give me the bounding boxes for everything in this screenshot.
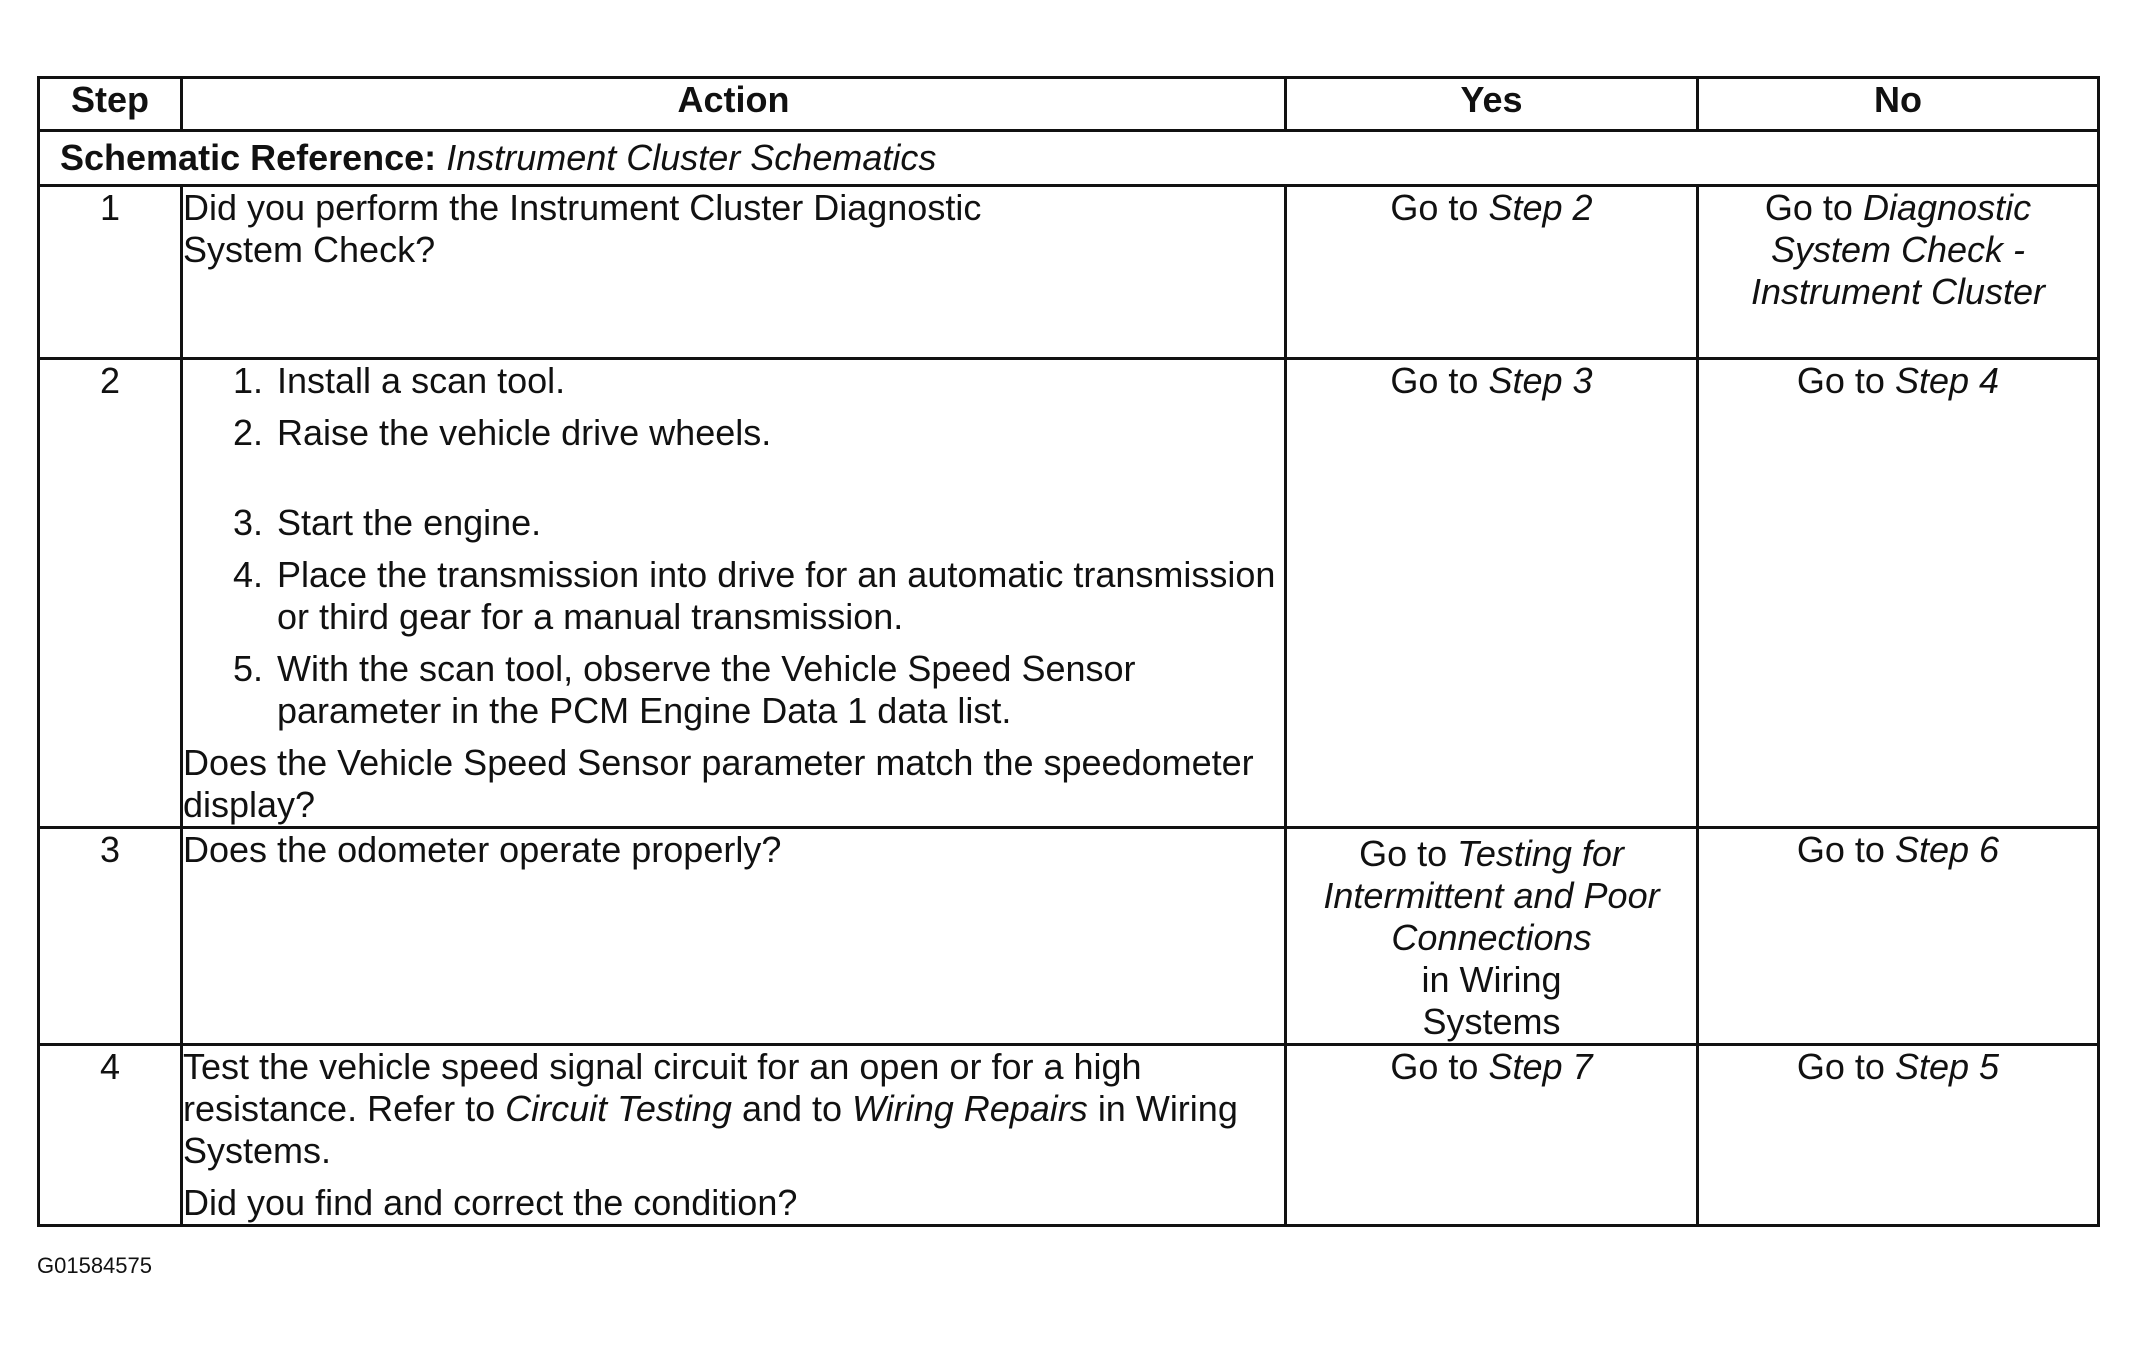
no-prefix: Go to xyxy=(1796,360,1885,401)
no-cell xyxy=(1698,828,2099,1045)
schematic-reference-label: Schematic Reference: xyxy=(60,137,437,178)
action-cell xyxy=(182,359,1286,828)
step-number: 1 xyxy=(39,186,182,359)
yes-answer xyxy=(1323,833,1659,1043)
action-text-line: System Check? xyxy=(183,229,436,270)
yes-target-link[interactable]: Testing for xyxy=(1457,833,1624,874)
list-item: 2. Raise the vehicle drive wheels. xyxy=(232,412,772,453)
yes-prefix: Go to xyxy=(1359,833,1448,874)
yes-target-link[interactable]: Connections xyxy=(1391,917,1592,958)
yes-prefix: Go to xyxy=(1390,360,1479,401)
no-target-link[interactable]: Diagnostic xyxy=(1862,187,2032,228)
yes-cell xyxy=(1286,186,1698,359)
yes-cell xyxy=(1286,1045,1698,1226)
no-prefix: Go to xyxy=(1796,1046,1885,1087)
table-row-step-4 xyxy=(39,1045,2099,1226)
yes-suffix: Systems xyxy=(1422,1001,1561,1042)
table-row-step-1 xyxy=(39,186,2099,359)
diagnostic-page xyxy=(37,76,2097,1227)
yes-target-link[interactable]: Step 7 xyxy=(1488,1046,1593,1087)
no-answer xyxy=(1751,187,2045,313)
no-target-link[interactable]: Step 6 xyxy=(1894,829,2000,870)
no-cell xyxy=(1698,359,2099,828)
no-cell xyxy=(1698,1045,2099,1226)
yes-target-link[interactable]: Step 3 xyxy=(1488,360,1593,401)
header-step: Step xyxy=(39,78,182,131)
header-no: No xyxy=(1698,78,2099,131)
action-text-line: Did you perform the Instrument Cluster Diagnostic xyxy=(183,187,982,228)
action-cell xyxy=(182,186,1286,359)
no-prefix: Go to xyxy=(1764,187,1853,228)
list-item: 4. Place the transmission into drive for an automatic transmission or third gear for a manual transmission. xyxy=(232,554,1276,637)
diagnostic-table xyxy=(37,76,2100,1227)
no-prefix: Go to xyxy=(1796,829,1885,870)
yes-cell xyxy=(1286,828,1698,1045)
header-yes: Yes xyxy=(1286,78,1698,131)
document-id: G01584575 xyxy=(37,1253,152,1278)
list-item: 3. Start the engine. xyxy=(232,502,542,543)
action-question: Does the odometer operate properly? xyxy=(183,829,782,870)
step-number: 4 xyxy=(39,1045,182,1226)
header-row xyxy=(39,78,2099,131)
action-cell xyxy=(182,1045,1286,1226)
yes-target-link[interactable]: Step 2 xyxy=(1488,187,1593,228)
action-text: Test the vehicle speed signal circuit for an open or for a high resistance. Refer to Circuit Testing and to Wiring Repairs in Wiring Systems. xyxy=(183,1046,1238,1171)
yes-prefix: Go to xyxy=(1390,1046,1479,1087)
no-target-link[interactable]: Step 5 xyxy=(1894,1046,2000,1087)
schematic-reference-cell xyxy=(39,131,2099,186)
no-target-link[interactable]: System Check - xyxy=(1770,229,2026,270)
action-question: Does the Vehicle Speed Sensor parameter match the speedometer display? xyxy=(183,742,1254,825)
step-number: 2 xyxy=(39,359,182,828)
header-action: Action xyxy=(182,78,1286,131)
list-item: 1. Install a scan tool. xyxy=(232,360,566,401)
yes-suffix: in Wiring xyxy=(1421,959,1562,1000)
action-question: Did you find and correct the condition? xyxy=(183,1182,798,1223)
action-steps-list xyxy=(183,360,1284,732)
no-target-link[interactable]: Instrument Cluster xyxy=(1750,271,2046,312)
circuit-testing-link[interactable]: Circuit Testing xyxy=(505,1088,732,1129)
action-cell xyxy=(182,828,1286,1045)
list-item: 5. With the scan tool, observe the Vehicle Speed Sensor parameter in the PCM Engine Data 1 data list. xyxy=(232,648,1136,731)
wiring-repairs-link[interactable]: Wiring Repairs xyxy=(852,1088,1088,1129)
no-target-link[interactable]: Step 4 xyxy=(1894,360,2000,401)
no-cell xyxy=(1698,186,2099,359)
yes-cell xyxy=(1286,359,1698,828)
step-number: 3 xyxy=(39,828,182,1045)
schematic-reference-link[interactable]: Instrument Cluster Schematics xyxy=(446,137,937,178)
table-row-step-2 xyxy=(39,359,2099,828)
table-row-step-3 xyxy=(39,828,2099,1045)
schematic-reference-row xyxy=(39,131,2099,186)
yes-prefix: Go to xyxy=(1390,187,1479,228)
yes-target-link[interactable]: Intermittent and Poor xyxy=(1323,875,1660,916)
